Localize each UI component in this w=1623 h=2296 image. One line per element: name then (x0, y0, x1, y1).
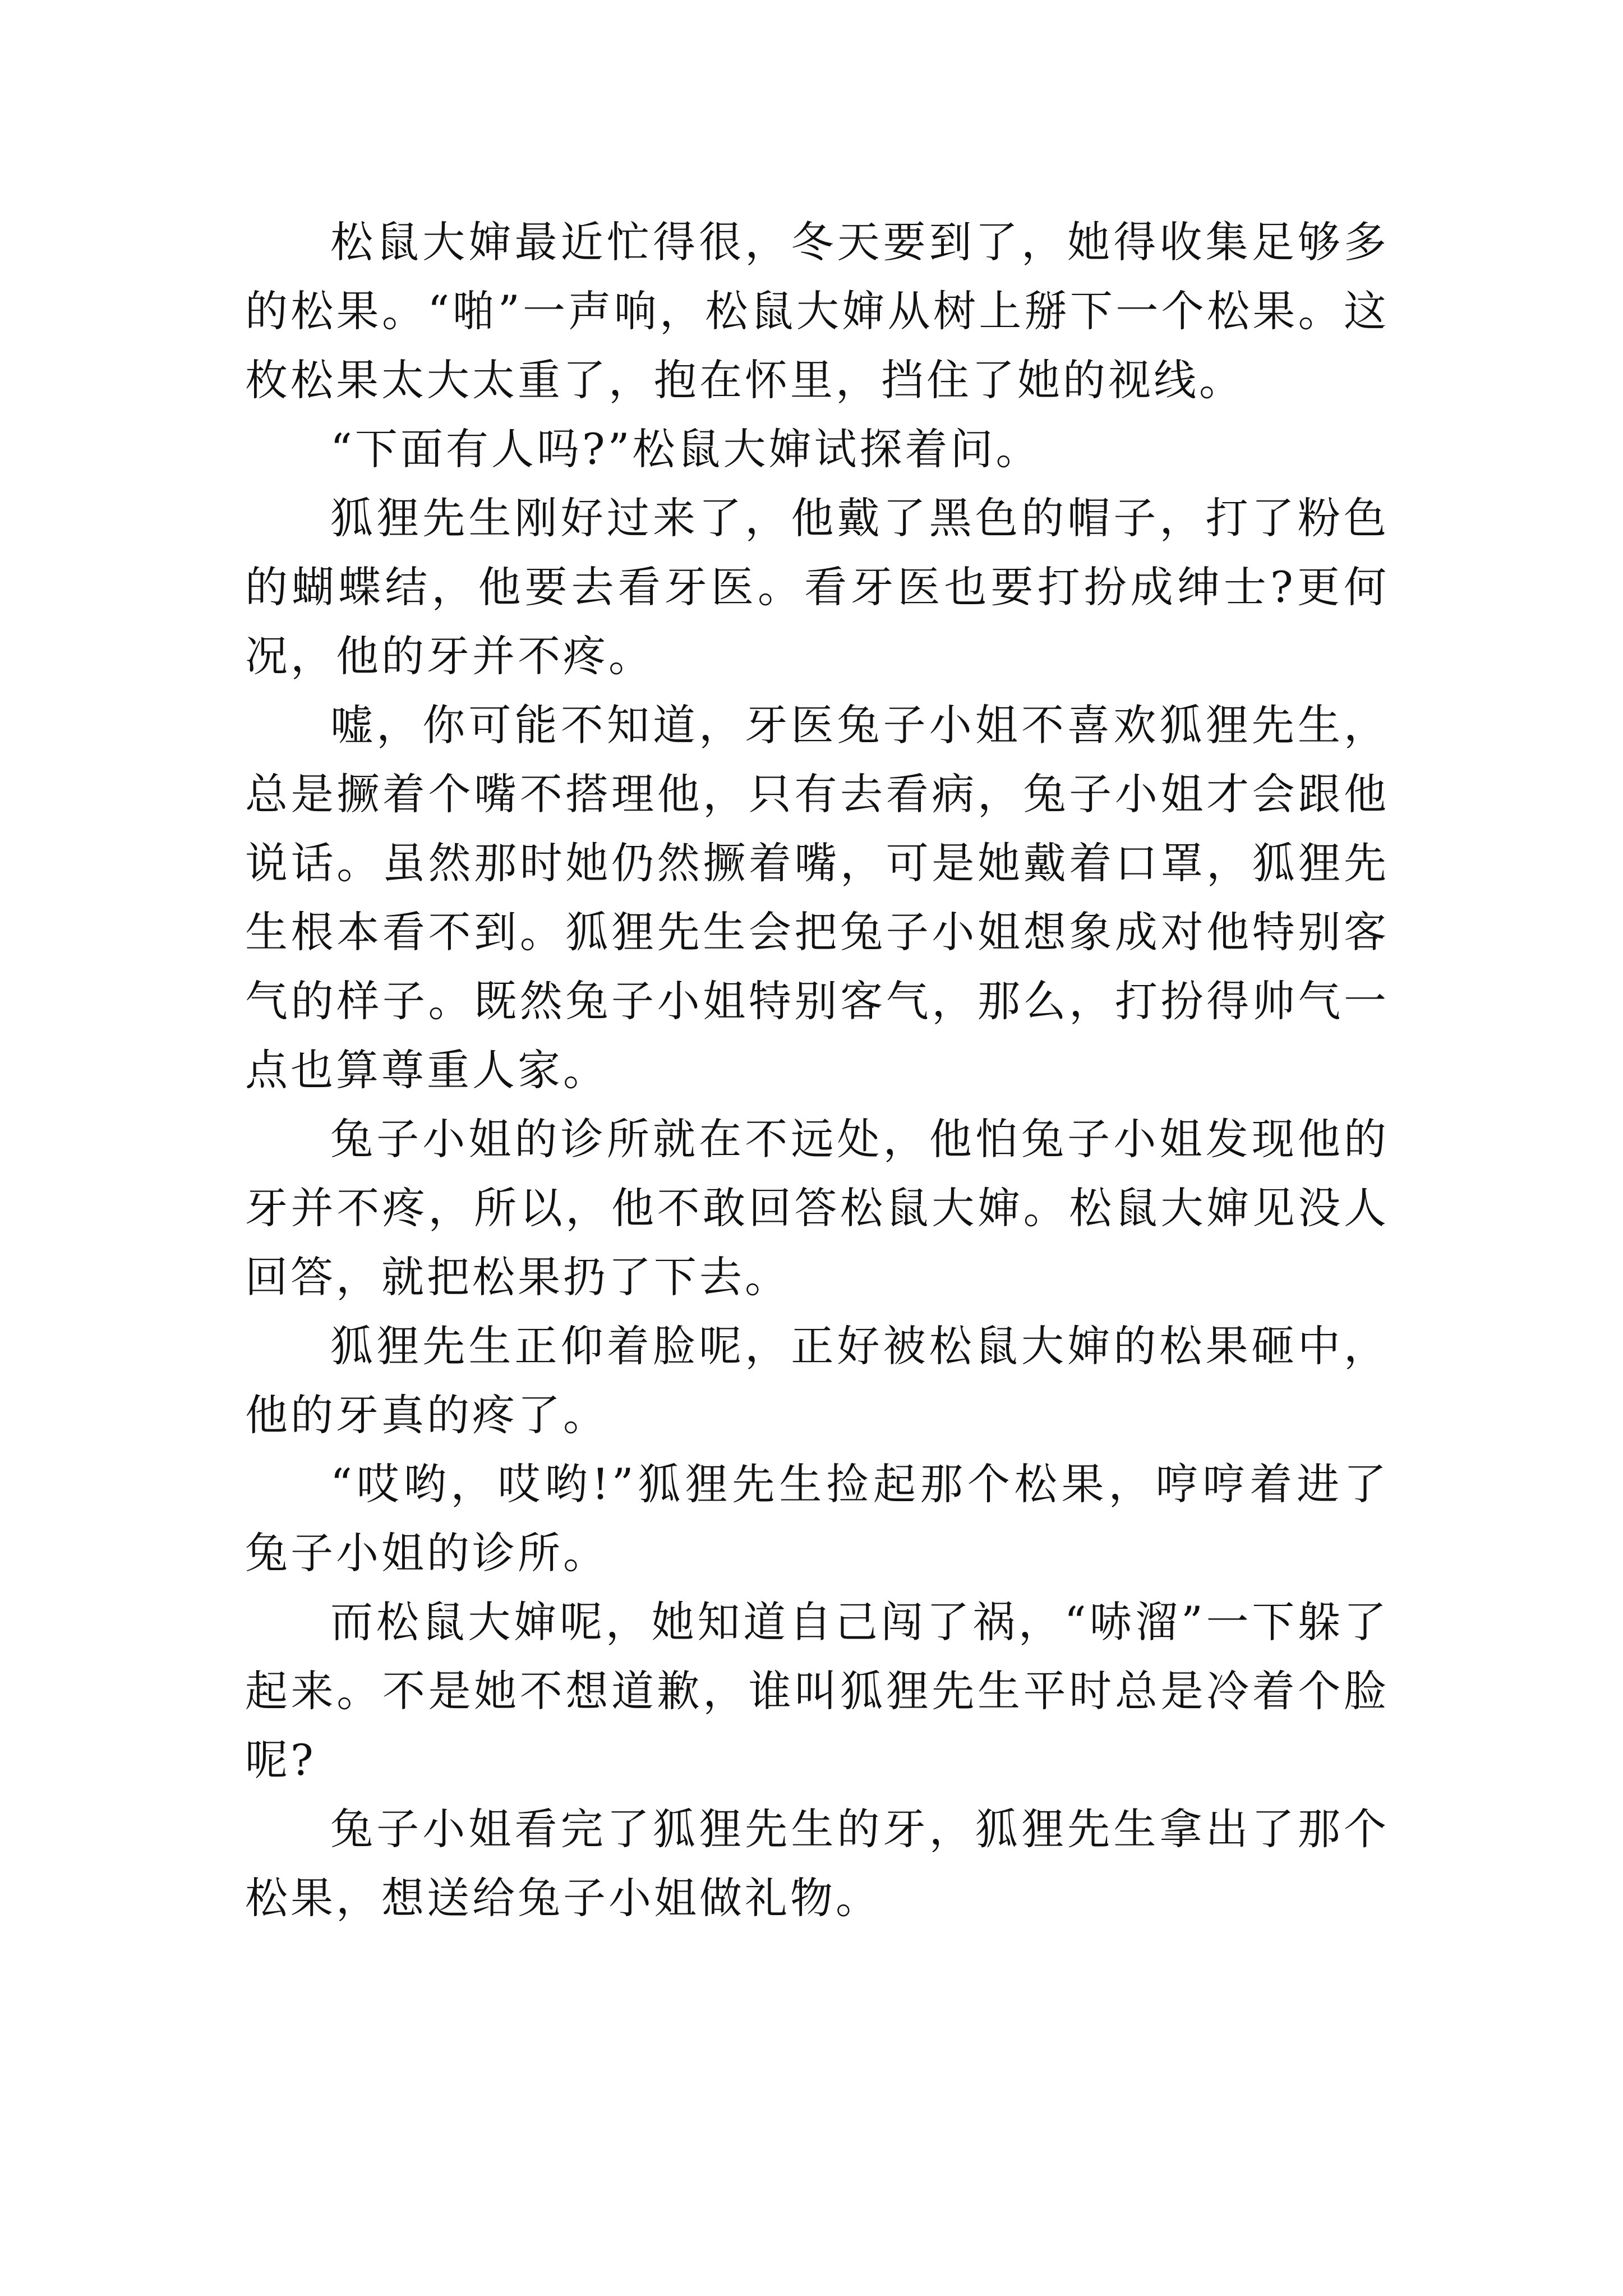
paragraph-2: “下面有人吗?”松鼠大婶试探着问。 (330, 424, 1041, 474)
paragraph-9: 兔子小姐看完了狐狸先生的牙，狐狸先生拿出了那个松果，想送给兔子小姐做礼物。 (245, 1804, 1389, 1923)
paragraph-1: 松鼠大婶最近忙得很，冬天要到了，她得收集足够多的松果。“啪”一声响，松鼠大婶从树上掰下一个松果。这枚松果太大太重了，抱在怀里，挡住了她的视线。 (245, 217, 1389, 405)
paragraph-3: 狐狸先生刚好过来了，他戴了黑色的帽子，打了粉色的蝴蝶结，他要去看牙医。看牙医也要打扮成绅士?更何况，他的牙并不疼。 (245, 493, 1389, 681)
paragraph-5: 兔子小姐的诊所就在不远处，他怕兔子小姐发现他的牙并不疼，所以，他不敢回答松鼠大婶。松鼠大婶见没人回答，就把松果扔了下去。 (245, 1114, 1389, 1302)
paragraph-4: 嘘，你可能不知道，牙医兔子小姐不喜欢狐狸先生，总是撅着个嘴不搭理他，只有去看病，兔子小姐才会跟他说话。虽然那时她仍然撅着嘴，可是她戴着口罩，狐狸先生根本看不到。狐狸先生会把兔子小姐想象成对他特别客气的样子。既然兔子小姐特别客气，那么，打扮得帅气一点也算尊重人家。 (245, 700, 1389, 1095)
paragraph-8: 而松鼠大婶呢，她知道自己闯了祸，“哧溜”一下躲了起来。不是她不想道歉，谁叫狐狸先生平时总是冷着个脸呢? (245, 1597, 1389, 1785)
paragraph-7: “哎哟，哎哟!”狐狸先生捡起那个松果，哼哼着进了兔子小姐的诊所。 (245, 1459, 1389, 1578)
paragraph-6: 狐狸先生正仰着脸呢，正好被松鼠大婶的松果砸中，他的牙真的疼了。 (245, 1321, 1389, 1440)
story-text (245, 208, 1389, 1932)
